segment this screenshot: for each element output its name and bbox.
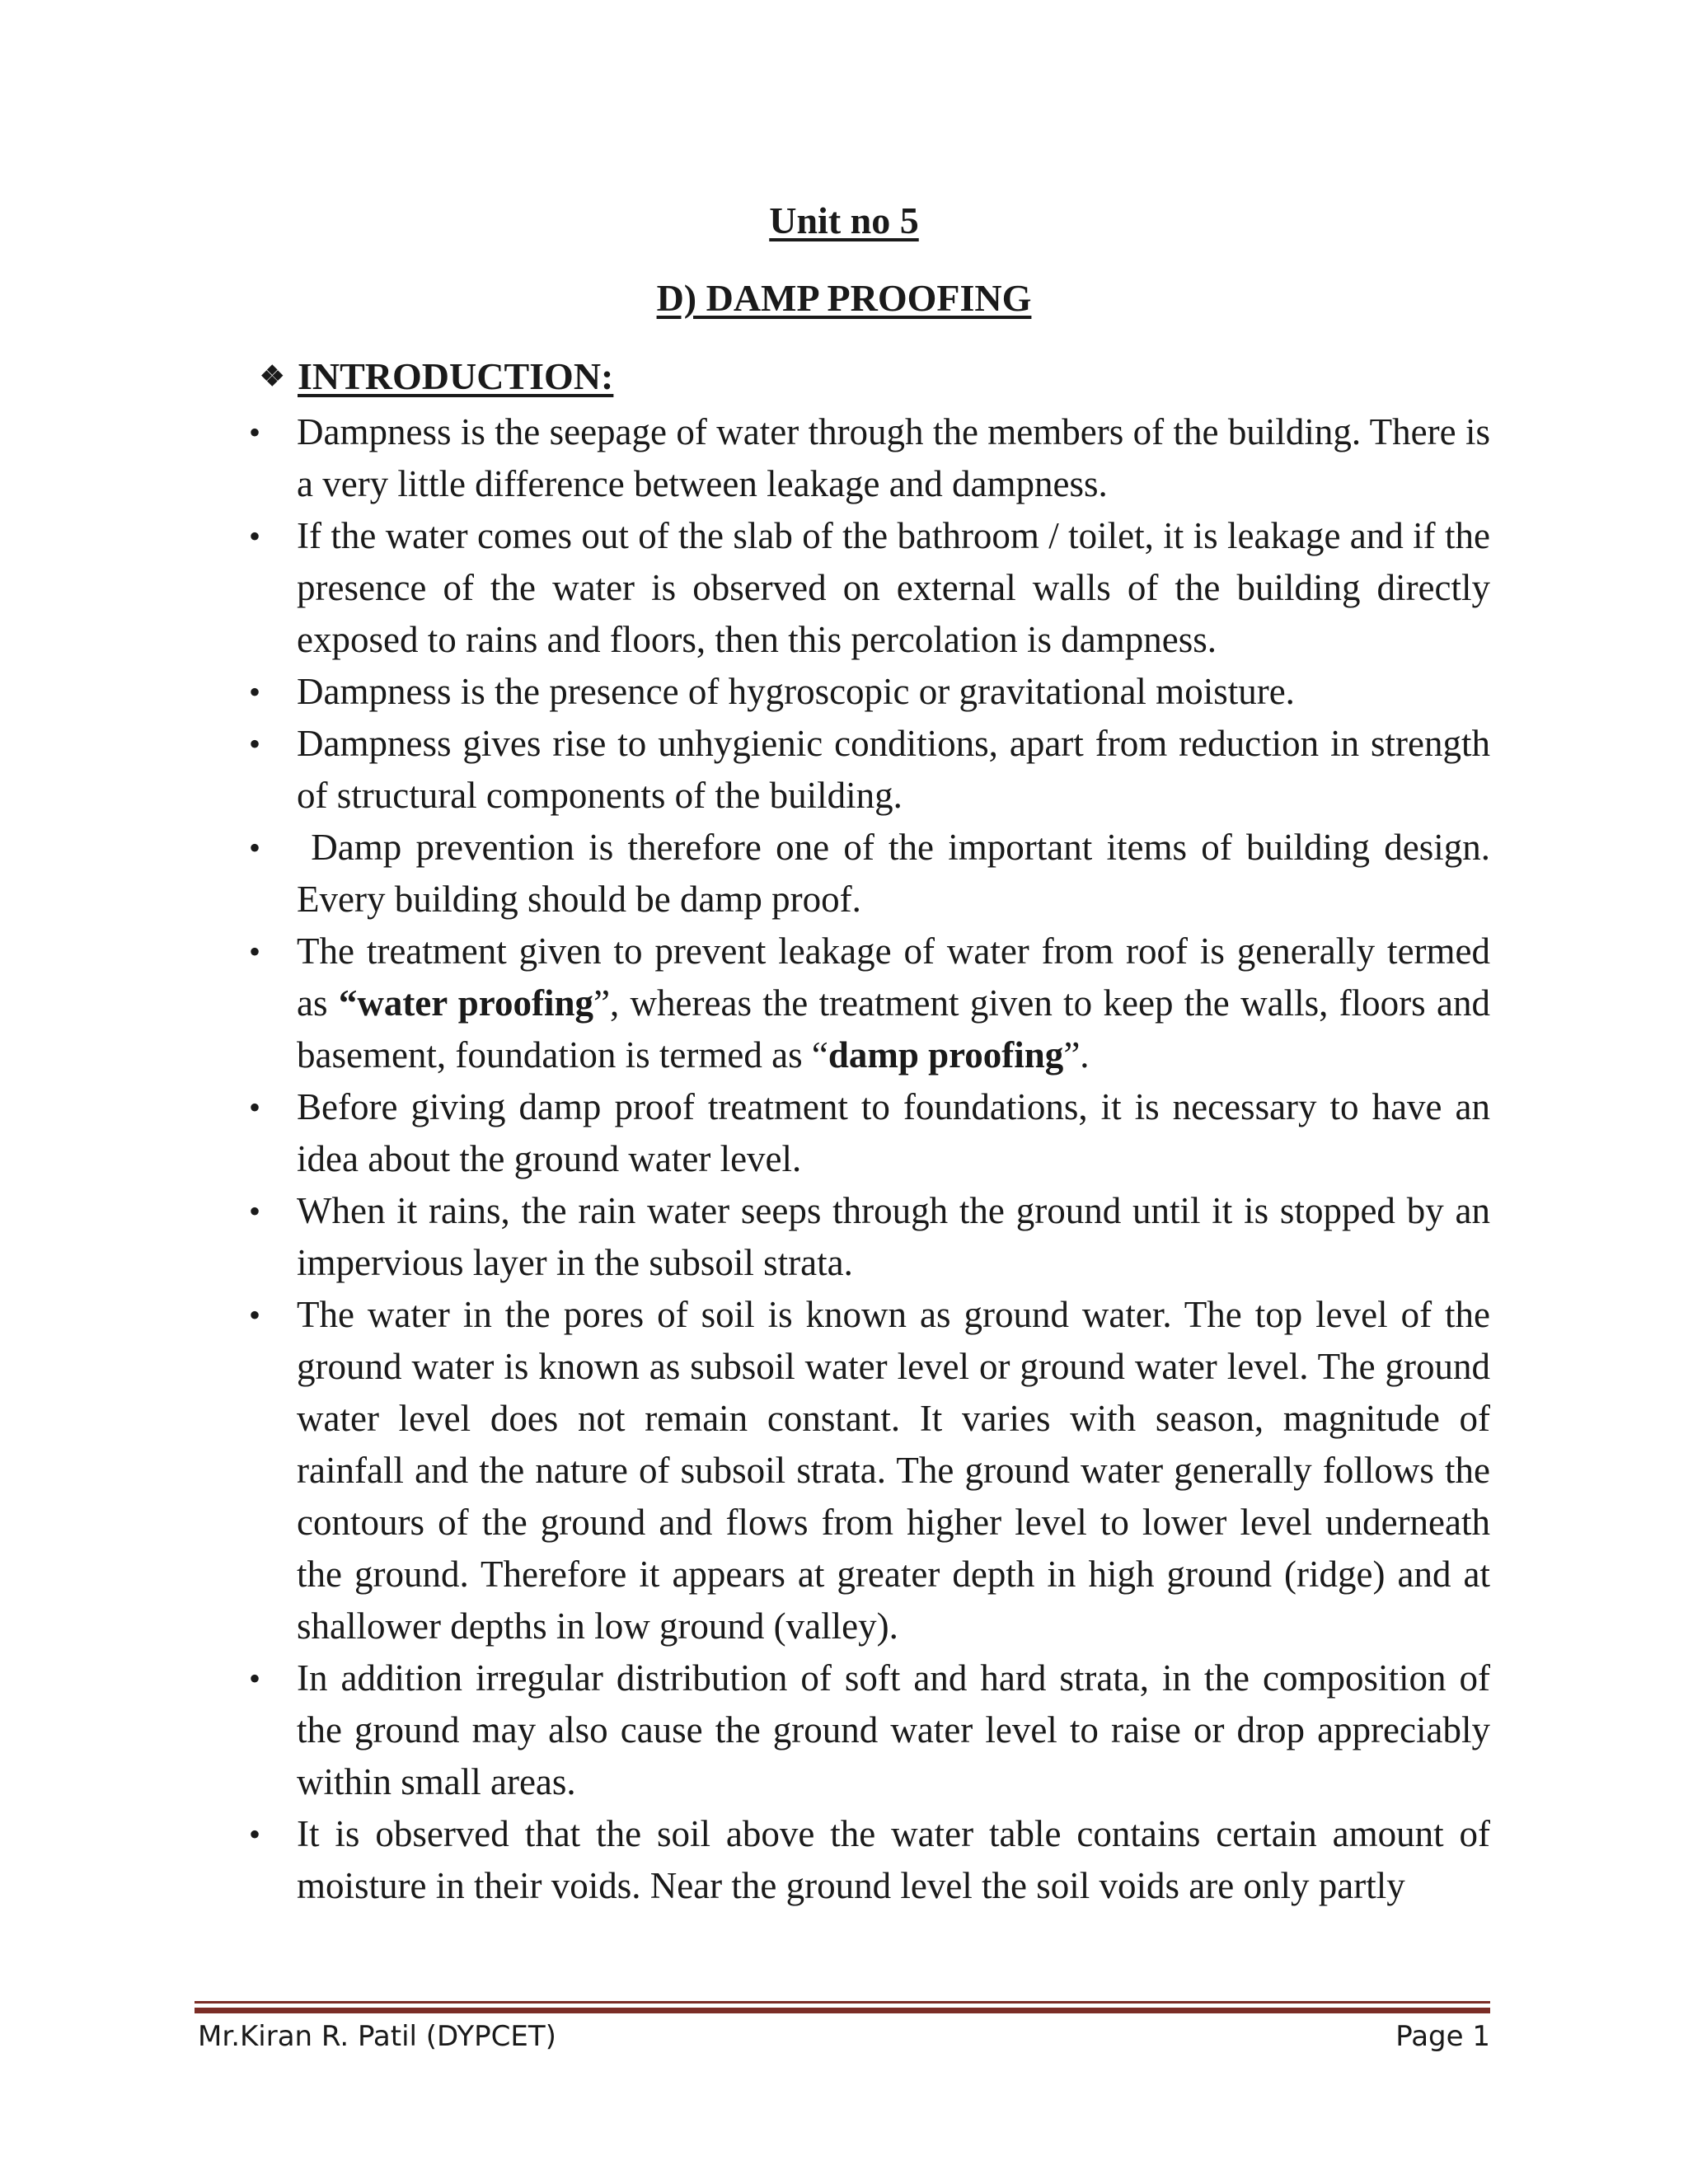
bullet-text: Damp prevention is therefore one of the important items of building design. Every building should be damp proof. — [297, 827, 1500, 920]
bullet-item — [247, 1808, 1490, 1912]
bullet-text: It is observed that the soil above the water table contains certain amount of moisture in their voids. Near the ground level the soil voids are only partly — [297, 1813, 1490, 1906]
bullet-item — [247, 718, 1490, 822]
section-title: D) DAMP PROOFING — [656, 277, 1032, 319]
bullet-text: Before giving damp proof treatment to foundations, it is necessary to have an idea about the ground water level. — [297, 1086, 1490, 1179]
bullet-dot-icon: • — [249, 829, 261, 866]
bullet-text: ”, whereas the treatment given to keep the walls, floors and basement, foundation is termed as “ — [297, 982, 1490, 1076]
bullet-text: Dampness is the presence of hygroscopic or gravitational moisture. — [297, 671, 1295, 712]
bullet-item — [247, 406, 1490, 510]
footer-page-number: Page 1 — [1395, 2020, 1490, 2053]
bullet-text: ”. — [1063, 1034, 1090, 1076]
bullet-dot-icon: • — [249, 673, 261, 710]
introduction-heading — [260, 352, 613, 402]
bullet-dot-icon: • — [249, 1660, 261, 1697]
bullet-dot-icon: • — [249, 1296, 261, 1333]
introduction-bullet-list — [247, 406, 1500, 1912]
footer-author: Mr.Kiran R. Patil (DYPCET) — [198, 2020, 556, 2053]
bullet-dot-icon: • — [249, 414, 261, 451]
bullet-dot-icon: • — [249, 1089, 261, 1126]
bullet-item — [247, 1289, 1490, 1652]
bold-term-damp-proofing: damp proofing — [828, 1034, 1064, 1076]
introduction-heading-text: INTRODUCTION: — [298, 355, 614, 397]
bullet-dot-icon: • — [249, 933, 261, 970]
bullet-item — [247, 666, 1490, 718]
bullet-text: When it rains, the rain water seeps through the ground until it is stopped by an impervious layer in the subsoil strata. — [297, 1190, 1490, 1283]
bullet-item — [247, 1185, 1490, 1289]
bullet-text: The treatment given to prevent leakage of water from roof is generally termed as — [297, 930, 1490, 1024]
unit-title: Unit no 5 — [769, 199, 919, 241]
bullet-text: The water in the pores of soil is known as ground water. The top level of the ground water is known as subsoil water level or ground water level. The ground water level does not remain constant. It varies with season, magnitude of rainfall and the nature of subsoil strata. The ground water generally follows the contours of the ground and flows from higher level to lower level underneath the ground. Therefore it appears at greater depth in high ground (ridge) and at shallower depths in low ground (valley). — [297, 1294, 1490, 1647]
diamond-bullet-icon: ❖ — [260, 362, 285, 392]
bullet-item — [247, 822, 1500, 926]
bullet-text: In addition irregular distribution of soft and hard strata, in the composition of the ground may also cause the ground water level to raise or drop appreciably within small areas. — [297, 1657, 1490, 1802]
bullet-text: Dampness is the seepage of water through the members of the building. There is a very little difference between leakage and dampness. — [297, 411, 1490, 504]
bullet-item — [247, 926, 1490, 1081]
bullet-dot-icon: • — [249, 725, 261, 762]
footer-divider-thick — [195, 2008, 1490, 2013]
bullet-dot-icon: • — [249, 1193, 261, 1230]
bullet-item — [247, 510, 1490, 666]
bold-term-water-proofing: “water proofing — [338, 982, 593, 1024]
bullet-item — [247, 1652, 1490, 1808]
bullet-dot-icon: • — [249, 1816, 261, 1853]
bullet-dot-icon: • — [249, 518, 261, 555]
bullet-text: If the water comes out of the slab of the bathroom / toilet, it is leakage and if the presence of the water is observed on external walls of the building directly exposed to rains and floors, then this percolation is dampness. — [297, 515, 1490, 660]
bullet-item — [247, 1081, 1490, 1185]
footer-divider-thin — [195, 2001, 1490, 2004]
bullet-text: Dampness gives rise to unhygienic conditions, apart from reduction in strength of structural components of the building. — [297, 723, 1490, 816]
